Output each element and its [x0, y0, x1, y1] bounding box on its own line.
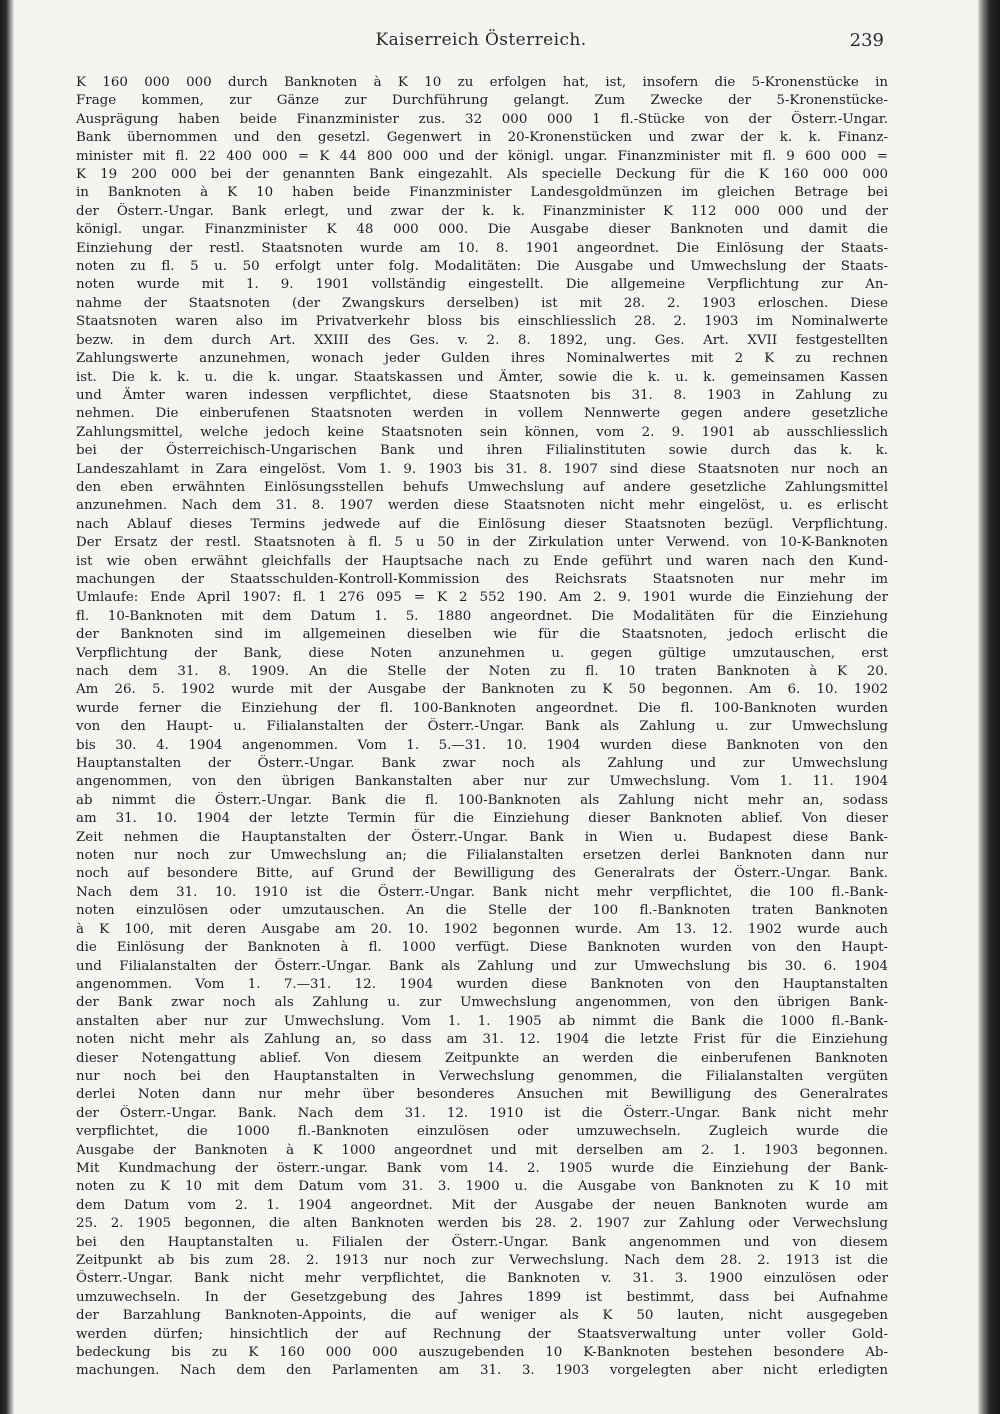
- text-line: der Barzahlung Banknoten-Appoints, die auf weniger als K 50 lauten, nicht ausgegeben: [76, 1308, 888, 1324]
- text-line: ab nimmt die Österr.-Ungar. Bank die fl. 100-Banknoten als Zahlung nicht mehr an, sodass: [76, 792, 888, 808]
- text-line: Ausprägung haben beide Finanzminister zus. 32 000 000 1 fl.-Stücke von der Österr.-Ungar.: [76, 111, 888, 127]
- text-line: anzunehmen. Nach dem 31. 8. 1907 werden diese Staatsnoten nicht mehr eingelöst, u. es erlischt: [76, 498, 888, 514]
- text-line: der Österr.-Ungar. Bank. Nach dem 31. 12. 1910 ist die Österr.-Ungar. Bank nicht mehr: [76, 1105, 888, 1121]
- text-line: angenommen, von den übrigen Bankanstalten aber nur zur Umwechslung. Vom 1. 11. 1904: [76, 774, 888, 790]
- text-line: dem Datum vom 2. 1. 1904 angeordnet. Mit der Ausgabe der neuen Banknoten wurde am: [76, 1197, 888, 1213]
- text-line: nahme der Staatsnoten (der Zwangskurs derselben) ist mit 28. 2. 1903 erloschen. Diese: [76, 295, 888, 311]
- text-line: Einziehung der restl. Staatsnoten wurde am 10. 8. 1901 angeordnet. Die Einlösung der Staats-: [76, 240, 888, 256]
- running-title: Kaiserreich Österreich.: [375, 30, 587, 50]
- text-line: Verpflichtung der Bank, diese Noten anzunehmen u. gegen gültige umzutauschen, erst: [76, 645, 888, 661]
- text-line: ist. Die k. k. u. die k. ungar. Staatskassen und Ämter, sowie die k. u. k. gemeinsamen Kassen: [76, 369, 888, 385]
- text-line: fl. 10-Banknoten mit dem Datum 1. 5. 1880 angeordnet. Die Modalitäten für die Einziehung: [76, 608, 888, 624]
- text-line: Mit Kundmachung der österr.-ungar. Bank vom 14. 2. 1905 wurde die Einziehung der Bank-: [76, 1160, 888, 1176]
- page-number: 239: [849, 30, 884, 51]
- text-line: umzuwechseln. In der Gesetzgebung des Jahres 1899 ist bestimmt, dass bei Aufnahme: [76, 1289, 888, 1305]
- text-line: königl. ungar. Finanzminister K 48 000 000. Die Ausgabe dieser Banknoten und damit die: [76, 222, 888, 238]
- text-line: werden dürfen; hinsichtlich der auf Rechnung der Staatsverwaltung unter voller Gold-: [76, 1326, 888, 1342]
- text-line: Am 26. 5. 1902 wurde mit der Ausgabe der Banknoten zu K 50 begonnen. Am 6. 10. 1902: [76, 682, 888, 698]
- text-line: am 31. 10. 1904 der letzte Termin für die Einziehung dieser Banknoten ablief. Von dieser: [76, 811, 888, 827]
- text-line: K 19 200 000 bei der genannten Bank eingezahlt. Als specielle Deckung für die K 160 000 000: [76, 167, 888, 183]
- text-line: noch auf besondere Bitte, auf Grund der Bewilligung des Generalrats der Österr.-Ungar. Bank.: [76, 866, 888, 882]
- text-line: Zeit nehmen die Hauptanstalten der Österr.-Ungar. Bank in Wien u. Budapest diese Bank-: [76, 829, 888, 845]
- text-line: K 160 000 000 durch Banknoten à K 10 zu erfolgen hat, ist, insofern die 5-Kronenstücke in: [76, 75, 888, 90]
- text-line: à K 100, mit deren Ausgabe am 20. 10. 1902 begonnen wurde. Am 13. 12. 1902 wurde auch: [76, 921, 888, 937]
- text-line: noten nicht mehr als Zahlung an, so dass am 31. 12. 1904 die letzte Frist für die Einziehung: [76, 1032, 888, 1048]
- text-line: nehmen. Die einberufenen Staatsnoten werden in vollem Nennwerte gegen andere gesetzliche: [76, 406, 888, 422]
- text-line: 25. 2. 1905 begonnen, die alten Banknoten werden bis 28. 2. 1907 zur Zahlung oder Verwechslung: [76, 1216, 888, 1232]
- text-line: ist wie oben erwähnt gleichfalls der Hauptsache nach zu Ende geführt und waren nach den Kund-: [76, 553, 888, 569]
- text-line: anstalten aber nur zur Umwechslung. Vom 1. 1. 1905 ab nimmt die Bank die 1000 fl.-Bank-: [76, 1013, 888, 1029]
- text-line: angenommen. Vom 1. 7.—31. 12. 1904 wurden diese Banknoten von den Hauptanstalten: [76, 976, 888, 992]
- text-line: Hauptanstalten der Österr.-Ungar. Bank zwar noch als Zahlung und zur Umwechslung: [76, 756, 888, 772]
- page-header: [78, 30, 884, 56]
- text-line: Nach dem 31. 10. 1910 ist die Österr.-Ungar. Bank nicht mehr verpflichtet, die 100 fl.-Bank-: [76, 884, 888, 900]
- text-line: noten wurde mit 1. 9. 1901 vollständig eingestellt. Die allgemeine Verpflichtung zur An-: [76, 277, 888, 293]
- text-line: nur noch bei den Hauptanstalten in Verwechslung genommen, die Filialanstalten vergüten: [76, 1068, 888, 1084]
- text-line: Frage kommen, zur Gänze zur Durchführung gelangt. Zum Zwecke der 5-Kronenstücke-: [76, 93, 888, 109]
- text-line: nach Ablauf dieses Termins jedwede auf die Einlösung dieser Staatsnoten bezügl. Verpflichtung.: [76, 516, 888, 532]
- text-line: noten einzulösen oder umzutauschen. An die Stelle der 100 fl.-Banknoten traten Banknoten: [76, 903, 888, 919]
- text-line: und Filialanstalten der Österr.-Ungar. Bank als Zahlung und zur Umwechslung bis 30. 6. 1904: [76, 958, 888, 974]
- text-line: Zahlungsmittel, welche jedoch keine Staatsnoten sein können, vom 2. 9. 1901 ab ausschliesslich: [76, 424, 888, 440]
- text-line: bezw. in dem durch Art. XXIII des Ges. v. 2. 8. 1892, ung. Ges. Art. XVII festgestellten: [76, 332, 888, 348]
- text-line: den eben erwähnten Einlösungsstellen behufs Umwechslung auf andere gesetzliche Zahlungsmittel: [76, 479, 888, 495]
- text-line: noten zu K 10 mit dem Datum vom 31. 3. 1900 u. die Ausgabe von Banknoten zu K 10 mit: [76, 1179, 888, 1195]
- text-line: verpflichtet, die 1000 fl.-Banknoten einzulösen oder umzuwechseln. Zugleich wurde die: [76, 1124, 888, 1140]
- text-line: Umlaufe: Ende April 1907: fl. 1 276 095 = K 2 552 190. Am 2. 9. 1901 wurde die Einziehung der: [76, 590, 888, 606]
- text-line: minister mit fl. 22 400 000 = K 44 800 000 und der königl. ungar. Finanzminister mit fl. 9 600 000 =: [76, 148, 888, 164]
- text-line: Österr.-Ungar. Bank nicht mehr verpflichtet, die Banknoten v. 31. 3. 1900 einzulösen oder: [76, 1271, 888, 1287]
- text-line: bis 30. 4. 1904 angenommen. Vom 1. 5.—31. 10. 1904 wurden diese Banknoten von den: [76, 737, 888, 753]
- text-line: Landeszahlamt in Zara eingelöst. Vom 1. 9. 1903 bis 31. 8. 1907 sind diese Staatsnoten nur noch an: [76, 461, 888, 477]
- text-line: der Bank zwar noch als Zahlung u. zur Umwechslung angenommen, von den übrigen Bank-: [76, 995, 888, 1011]
- text-line: Staatsnoten waren also im Privatverkehr bloss bis einschliesslich 28. 2. 1903 im Nominalwerte: [76, 314, 888, 330]
- text-line: Bank übernommen und den gesetzl. Gegenwert in 20-Kronenstücken und zwar der k. k. Finanz-: [76, 130, 888, 146]
- text-line: wurde ferner die Einziehung der fl. 100-Banknoten angeordnet. Die fl. 100-Banknoten wurden: [76, 700, 888, 716]
- text-line: nach dem 31. 8. 1909. An die Stelle der Noten zu fl. 10 traten Banknoten à K 20.: [76, 664, 888, 679]
- text-line: machungen. Nach dem den Parlamenten am 31. 3. 1903 vorgelegten aber nicht erledigten: [76, 1363, 888, 1379]
- page-right-shadow: [978, 0, 1000, 1414]
- text-line: der Österr.-Ungar. Bank erlegt, und zwar der k. k. Finanzminister K 112 000 000 und der: [76, 203, 888, 219]
- text-line: derlei Noten dann nur mehr über besonderes Ansuchen mit Bewilligung des Generalrates: [76, 1087, 888, 1103]
- text-line: Zeitpunkt ab bis zum 28. 2. 1913 nur noch zur Verwechslung. Nach dem 28. 2. 1913 ist die: [76, 1253, 888, 1268]
- text-line: bei der Österreichisch-Ungarischen Bank und ihren Filialinstituten sowie durch das k. k.: [76, 443, 888, 459]
- page-left-shadow: [0, 0, 14, 1414]
- text-line: und Ämter waren indessen verpflichtet, diese Staatsnoten bis 31. 8. 1903 in Zahlung zu: [76, 387, 888, 403]
- text-line: Der Ersatz der restl. Staatsnoten à fl. 5 u 50 in der Zirkulation unter Verwend. von 10-K-Banknoten: [76, 535, 888, 551]
- text-line: Zahlungswerte anzunehmen, wonach jeder Gulden ihres Nominalwertes mit 2 K zu rechnen: [76, 351, 888, 367]
- text-line: dieser Notengattung ablief. Von diesem Zeitpunkte an werden die einberufenen Banknoten: [76, 1050, 888, 1066]
- text-line: in Banknoten à K 10 haben beide Finanzminister Landesgoldmünzen im gleichen Betrage bei: [76, 185, 888, 201]
- text-line: der Banknoten sind im allgemeinen dieselben wie für die Staatsnoten, jedoch erlischt die: [76, 627, 888, 643]
- text-line: noten nur noch zur Umwechslung an; die Filialanstalten ersetzen derlei Banknoten dann nur: [76, 848, 888, 864]
- text-line: bei den Hauptanstalten u. Filialen der Österr.-Ungar. Bank angenommen und von diesem: [76, 1234, 888, 1250]
- body-text: [76, 74, 888, 1381]
- text-line: von den Haupt- u. Filialanstalten der Österr.-Ungar. Bank als Zahlung u. zur Umwechslung: [76, 719, 888, 735]
- text-line: machungen der Staatsschulden-Kontroll-Kommission des Reichsrats Staatsnoten nur mehr im: [76, 571, 888, 587]
- text-line: bedeckung bis zu K 160 000 000 auszugebenden 10 K-Banknoten bestehen besondere Ab-: [76, 1345, 888, 1361]
- text-line: die Einlösung der Banknoten à fl. 1000 verfügt. Diese Banknoten wurden von den Haupt-: [76, 940, 888, 956]
- text-line: Ausgabe der Banknoten à K 1000 angeordnet und mit derselben am 2. 1. 1903 begonnen.: [76, 1142, 888, 1158]
- text-line: noten zu fl. 5 u. 50 erfolgt unter folg. Modalitäten: Die Ausgabe und Umwechslung der Staats-: [76, 259, 888, 275]
